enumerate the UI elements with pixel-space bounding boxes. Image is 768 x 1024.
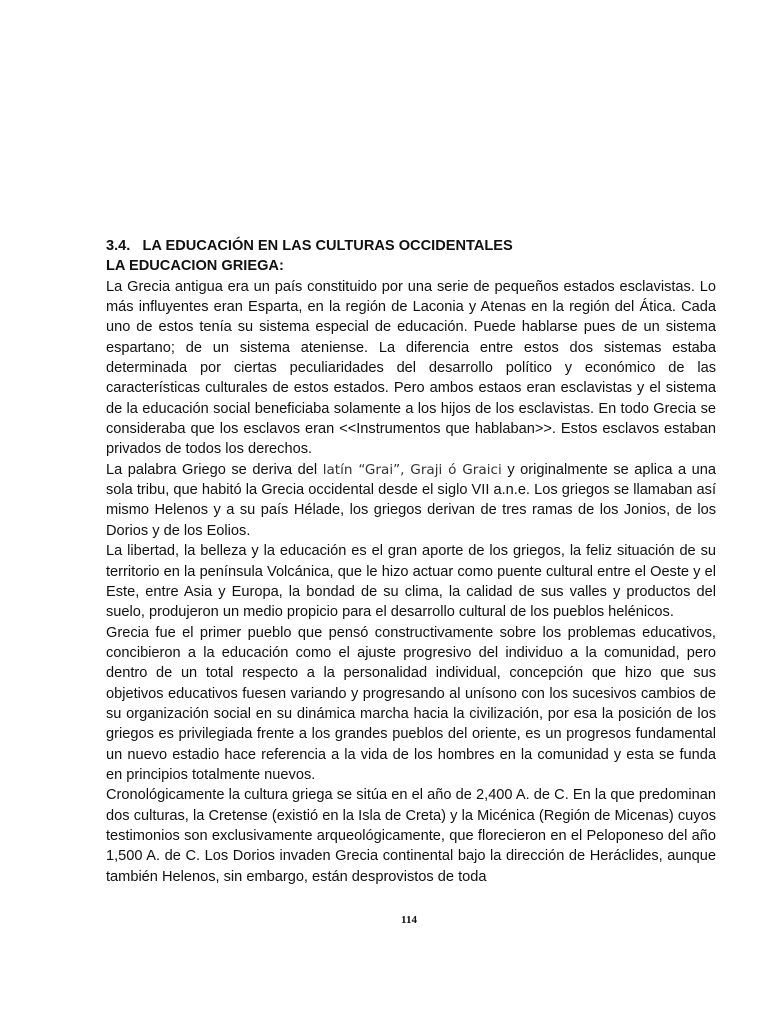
paragraph-2-start: La palabra Griego se deriva del (106, 461, 323, 478)
section-heading (106, 236, 716, 256)
section-number: 3.4. (106, 238, 131, 254)
paragraph-3: La libertad, la belleza y la educación es el gran aporte de los griegos, la feliz situación de su territorio en la península Volcánica, que le hizo actuar como puente cultural entre el Oeste y el Este, entre Asia y Europa, la bondad de su clima, la calidad de sus valles y productos del suelo, produjeron un medio propicio para el desarrollo cultural de los pueblos helénicos. (106, 543, 716, 621)
paragraph-4: Grecia fue el primer pueblo que pensó constructivamente sobre los problemas educativos, concibieron a la educación como el ajuste progresivo del individuo a la comunidad, pero dentro de un total respecto a la personalidad individual, concepción que hizo que sus objetivos educativos fuesen variando y progresando al unísono con los sucesivos cambios de su organización social en su dinámica marcha hacia la civilización, por esa la posición de los griegos es privilegiada frente a los grandes pueblos del oriente, es un progresos fundamental un nuevo estadio hace referencia a la vida de los hombres en la comunidad y esta se funda en principios totalmente nuevos. (106, 624, 716, 783)
paragraph-2 (106, 460, 716, 541)
paragraph-1: La Grecia antigua era un país constituido por una serie de pequeños estados esclavistas. Lo más influyentes eran Esparta, en la región de Laconia y Atenas en la región del Ática. Cada uno de estos tenía su sistema especial de educación. Puede hablarse pues de un sistema espartano; de un sistema ateniense. La diferencia entre estos dos sistemas estaba determinada por ciertas peculiaridades del desarrollo político y económico de las características culturales de estos estados. Pero ambos estaos eran esclavistas y el sistema de la educación social beneficiaba solamente a los hijos de los esclavistas. En todo Grecia se consideraba que los esclavos eran <<Instrumentos que hablaban>>. Estos esclavos estaban privados de todos los derechos. (106, 278, 716, 458)
page-content (106, 236, 716, 887)
paragraph-5: Cronológicamente la cultura griega se sitúa en el año de 2,400 A. de C. En la que predominan dos culturas, la Cretense (existió en la Isla de Creta) y la Micénica (Región de Micenas) cuyos testimonios son exclusivamente arqueológicamente, que florecieron en el Peloponeso del año 1,500 A. de C. Los Dorios invaden Grecia continental bajo la dirección de Heráclides, aunque también Helenos, sin embargo, están desprovistos de toda (106, 787, 716, 885)
paragraph-2-latin: latín “Grai”, Graji ó Graici (322, 461, 502, 478)
section-subtitle: LA EDUCACION GRIEGA: (106, 258, 284, 275)
page-number: 114 (401, 914, 417, 926)
paragraph-2-end: y originalmente se aplica a una sola tribu, que habitó la Grecia occidental desde el siglo VII a.n.e. Los griegos se llamaban así mismo Helenos y a su país Hélade, los griegos derivan de tres ramas de los Jonios, de los Dorios y de los Eolios. (106, 461, 717, 539)
section-title: LA EDUCACIÓN EN LAS CULTURAS OCCIDENTALES (142, 238, 513, 254)
